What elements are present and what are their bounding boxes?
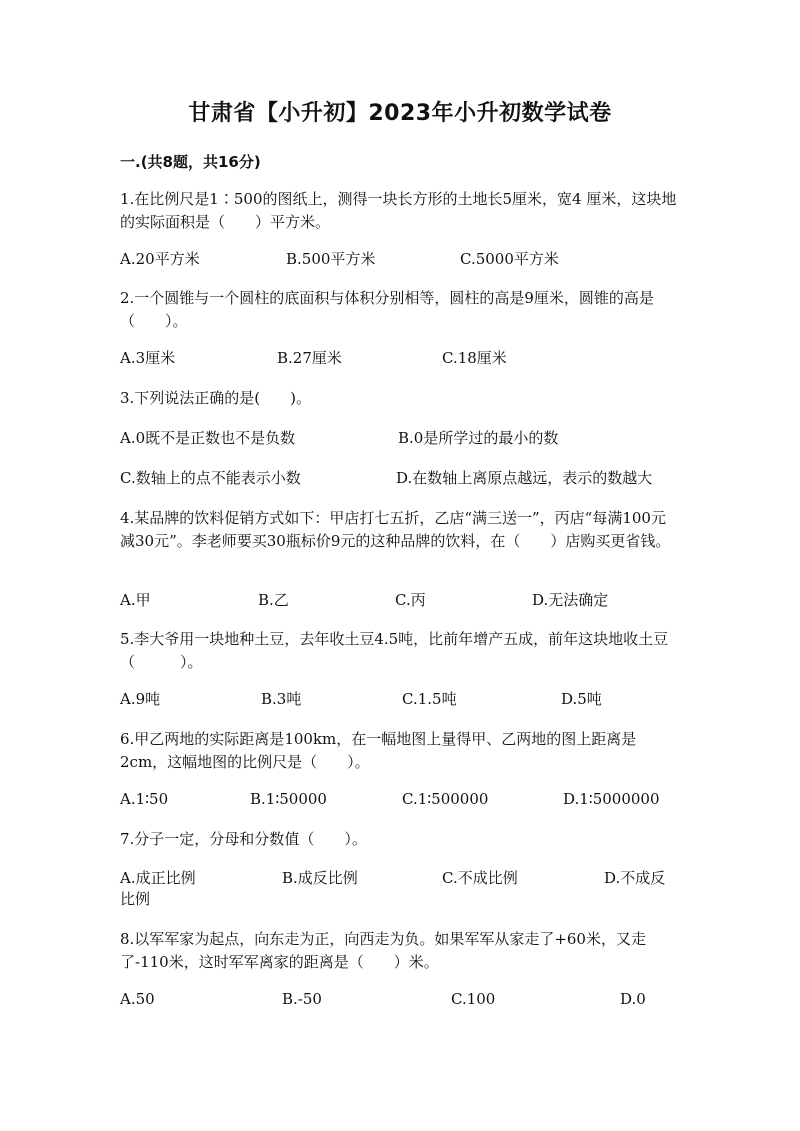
- question-1-options: [120, 248, 680, 271]
- option-a[interactable]: A.成正比例: [120, 869, 196, 887]
- question-6-options: [120, 788, 680, 811]
- question-1: 1.在比例尺是1∶500的图纸上，测得一块长方形的土地长5厘米，宽4 厘米，这块地的实际面积是（ ）平方米。: [120, 190, 677, 231]
- option-b[interactable]: B.3吨: [261, 690, 302, 708]
- question-8-options: [120, 988, 680, 1011]
- option-a[interactable]: A.9吨: [120, 690, 161, 708]
- question-7-options: [120, 868, 680, 912]
- option-d[interactable]: D.在数轴上离原点越远，表示的数越大: [396, 469, 653, 487]
- section-heading: 一.(共8题，共16分): [120, 153, 261, 171]
- option-c[interactable]: C.丙: [395, 591, 426, 609]
- page-title: 甘肃省【小升初】2023年小升初数学试卷: [188, 101, 612, 126]
- option-c[interactable]: C.18厘米: [442, 349, 507, 367]
- option-c[interactable]: C.100: [451, 990, 496, 1008]
- option-b[interactable]: B.500平方米: [286, 250, 376, 268]
- option-c[interactable]: C.1∶500000: [402, 790, 489, 808]
- option-b[interactable]: B.-50: [282, 990, 322, 1008]
- option-b[interactable]: B.乙: [258, 591, 289, 609]
- question-3-options-row2: [120, 467, 680, 490]
- option-d-text: D.不成反比例: [120, 869, 666, 908]
- question-2: 2.一个圆锥与一个圆柱的底面积与体积分别相等，圆柱的高是9厘米，圆锥的高是（ ）。: [120, 289, 654, 330]
- option-b[interactable]: B.0是所学过的最小的数: [398, 429, 559, 447]
- question-2-options: [120, 347, 680, 370]
- option-c[interactable]: C.5000平方米: [460, 250, 559, 268]
- option-a[interactable]: A.0既不是正数也不是负数: [120, 429, 296, 447]
- option-d[interactable]: D.0: [620, 990, 646, 1008]
- option-b[interactable]: B.1∶50000: [250, 790, 327, 808]
- question-4-options: [120, 589, 680, 612]
- option-a[interactable]: A.3厘米: [120, 349, 176, 367]
- option-d[interactable]: D.无法确定: [532, 591, 609, 609]
- option-b[interactable]: B.27厘米: [277, 349, 342, 367]
- option-c[interactable]: C.1.5吨: [402, 690, 457, 708]
- question-3-options-row1: [120, 427, 680, 450]
- question-6: 6.甲乙两地的实际距离是100km，在一幅地图上量得甲、乙两地的图上距离是2cm，这幅地图的比例尺是（ ）。: [120, 730, 637, 771]
- option-d[interactable]: D.1∶5000000: [563, 790, 660, 808]
- option-a[interactable]: A.1∶50: [120, 790, 169, 808]
- question-4: 4.某品牌的饮料促销方式如下：甲店打七五折，乙店“满三送一”，丙店“每满100元减30元”。李老师要买30瓶标价9元的这种品牌的饮料，在（ ）店购买更省钱。: [120, 509, 671, 550]
- question-5: 5.李大爷用一块地种土豆，去年收土豆4.5吨，比前年增产五成，前年这块地收土豆（ ）。: [120, 630, 669, 671]
- option-c[interactable]: C.数轴上的点不能表示小数: [120, 469, 301, 487]
- option-b[interactable]: B.成反比例: [282, 869, 358, 887]
- option-a[interactable]: A.甲: [120, 591, 151, 609]
- option-a[interactable]: A.20平方米: [120, 250, 200, 268]
- option-c[interactable]: C.不成比例: [442, 869, 518, 887]
- option-a[interactable]: A.50: [120, 990, 155, 1008]
- question-3: 3.下列说法正确的是( )。: [120, 389, 312, 407]
- question-8: 8.以军军家为起点，向东走为正，向西走为负。如果军军从家走了+60米，又走了-110米，这时军军离家的距离是（ ）米。: [120, 930, 646, 971]
- option-d[interactable]: D.5吨: [561, 690, 602, 708]
- question-5-options: [120, 688, 680, 711]
- question-7: 7.分子一定，分母和分数值（ ）。: [120, 830, 367, 848]
